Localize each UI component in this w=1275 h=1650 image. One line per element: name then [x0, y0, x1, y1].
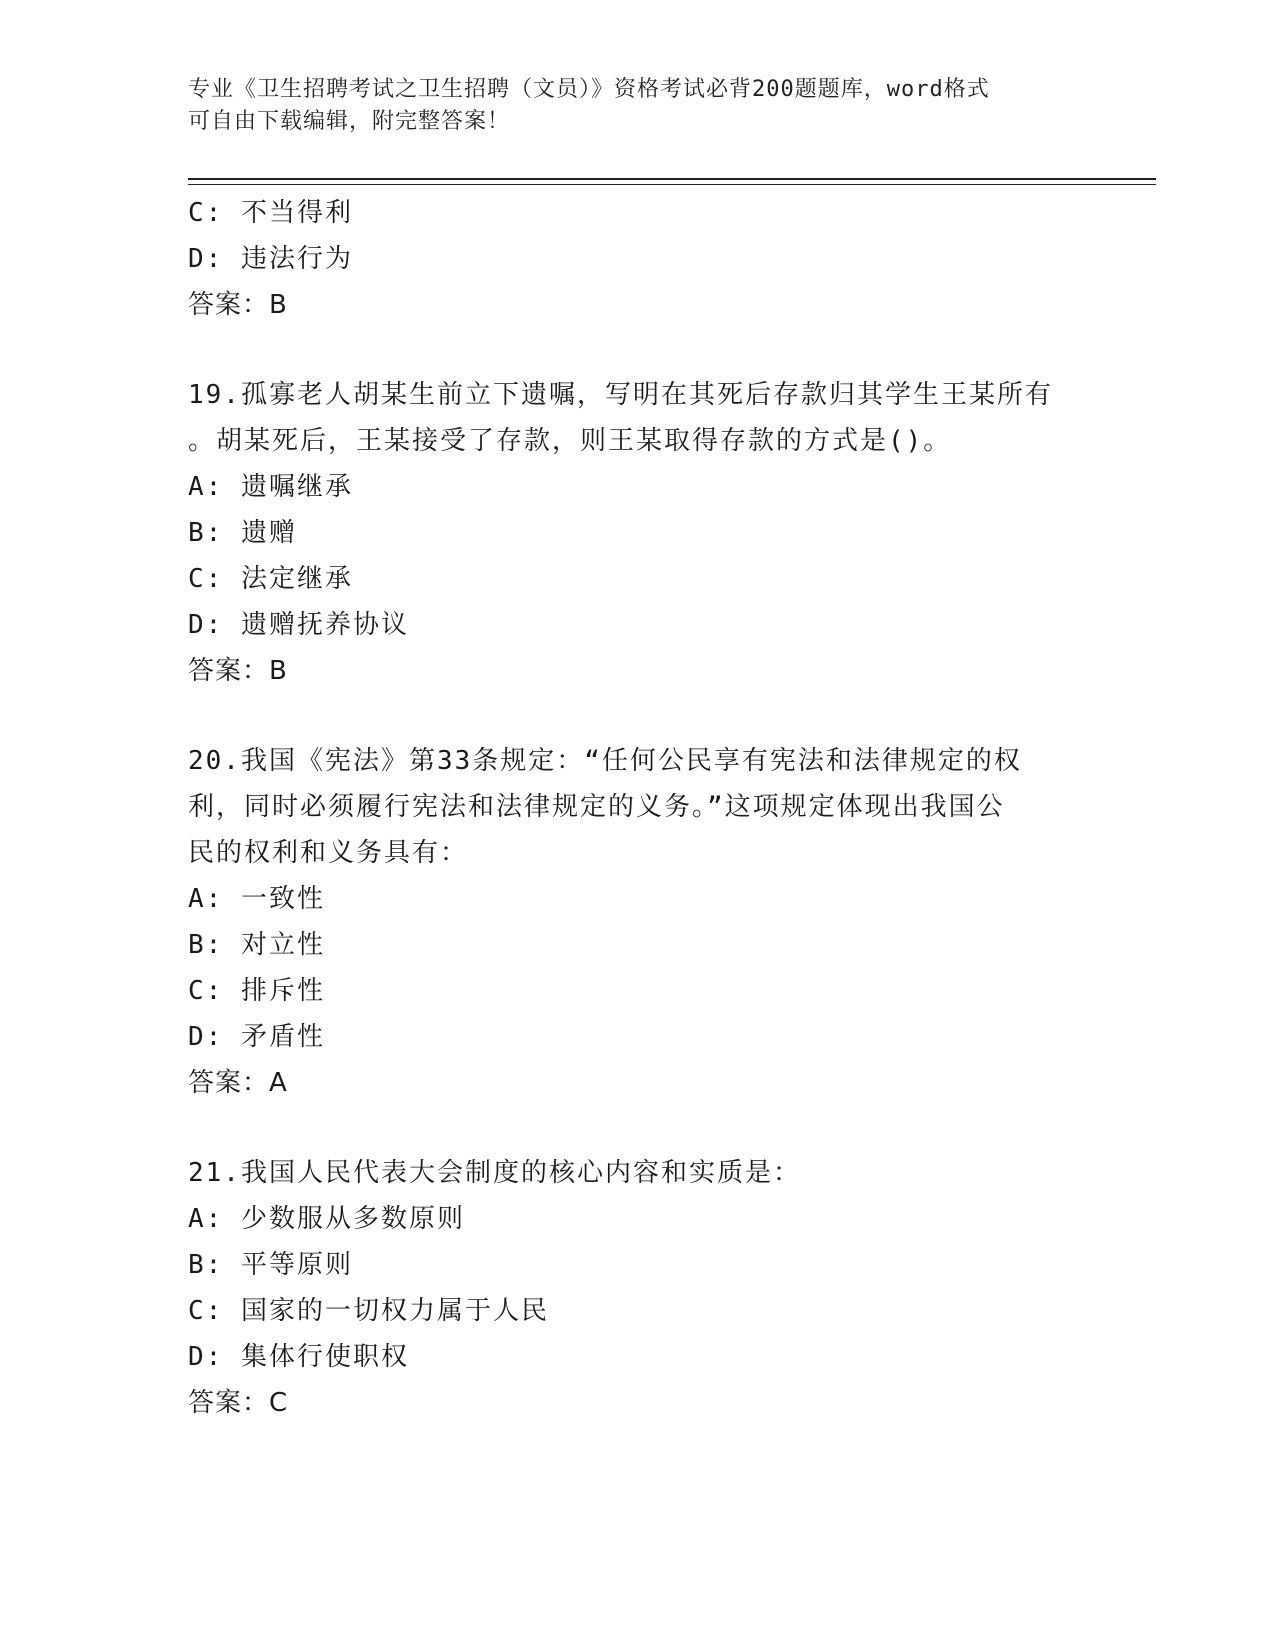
- option-b: B: 对立性: [188, 930, 325, 960]
- document-header: [188, 74, 1068, 138]
- answer: 答案：B: [188, 290, 288, 320]
- question-21: [188, 1150, 1078, 1426]
- option-c: C: 不当得利: [188, 198, 353, 228]
- question-18-tail: [188, 190, 1078, 328]
- question-text-line: 民的权利和义务具有：: [188, 838, 469, 868]
- question-text-line: 利，同时必须履行宪法和法律规定的义务。”这项规定体现出我国公: [188, 792, 1005, 822]
- option-c: C: 排斥性: [188, 976, 325, 1006]
- header-title-line-1: 专业《卫生招聘考试之卫生招聘（文员）》资格考试必背200题题库，word格式: [188, 77, 990, 102]
- question-20: [188, 738, 1078, 1106]
- option-b: B: 遗赠: [188, 518, 297, 548]
- answer: 答案：B: [188, 656, 288, 686]
- option-c: C: 法定继承: [188, 564, 353, 594]
- answer: 答案：A: [188, 1068, 288, 1098]
- option-d: D: 矛盾性: [188, 1022, 325, 1052]
- option-d: D: 违法行为: [188, 244, 353, 274]
- option-a: A: 少数服从多数原则: [188, 1204, 465, 1234]
- question-list: [188, 190, 1078, 1426]
- question-text-line: 。胡某死后，王某接受了存款，则王某取得存款的方式是()。: [188, 426, 952, 456]
- header-rule-thin: [188, 184, 1156, 185]
- question-text-line: 21.我国人民代表大会制度的核心内容和实质是：: [188, 1158, 801, 1188]
- question-text-line: 20.我国《宪法》第33条规定：“任何公民享有宪法和法律规定的权: [188, 746, 1022, 776]
- option-a: A: 遗嘱继承: [188, 472, 353, 502]
- question-19: [188, 372, 1078, 694]
- option-c: C: 国家的一切权力属于人民: [188, 1296, 549, 1326]
- option-d: D: 遗赠抚养协议: [188, 610, 409, 640]
- header-rule-thick: [188, 178, 1156, 180]
- option-d: D: 集体行使职权: [188, 1342, 409, 1372]
- option-b: B: 平等原则: [188, 1250, 353, 1280]
- question-text-line: 19.孤寡老人胡某生前立下遗嘱，写明在其死后存款归其学生王某所有: [188, 380, 1053, 410]
- answer: 答案：C: [188, 1388, 289, 1418]
- option-a: A: 一致性: [188, 884, 325, 914]
- header-title-line-2: 可自由下载编辑，附完整答案！: [188, 109, 511, 134]
